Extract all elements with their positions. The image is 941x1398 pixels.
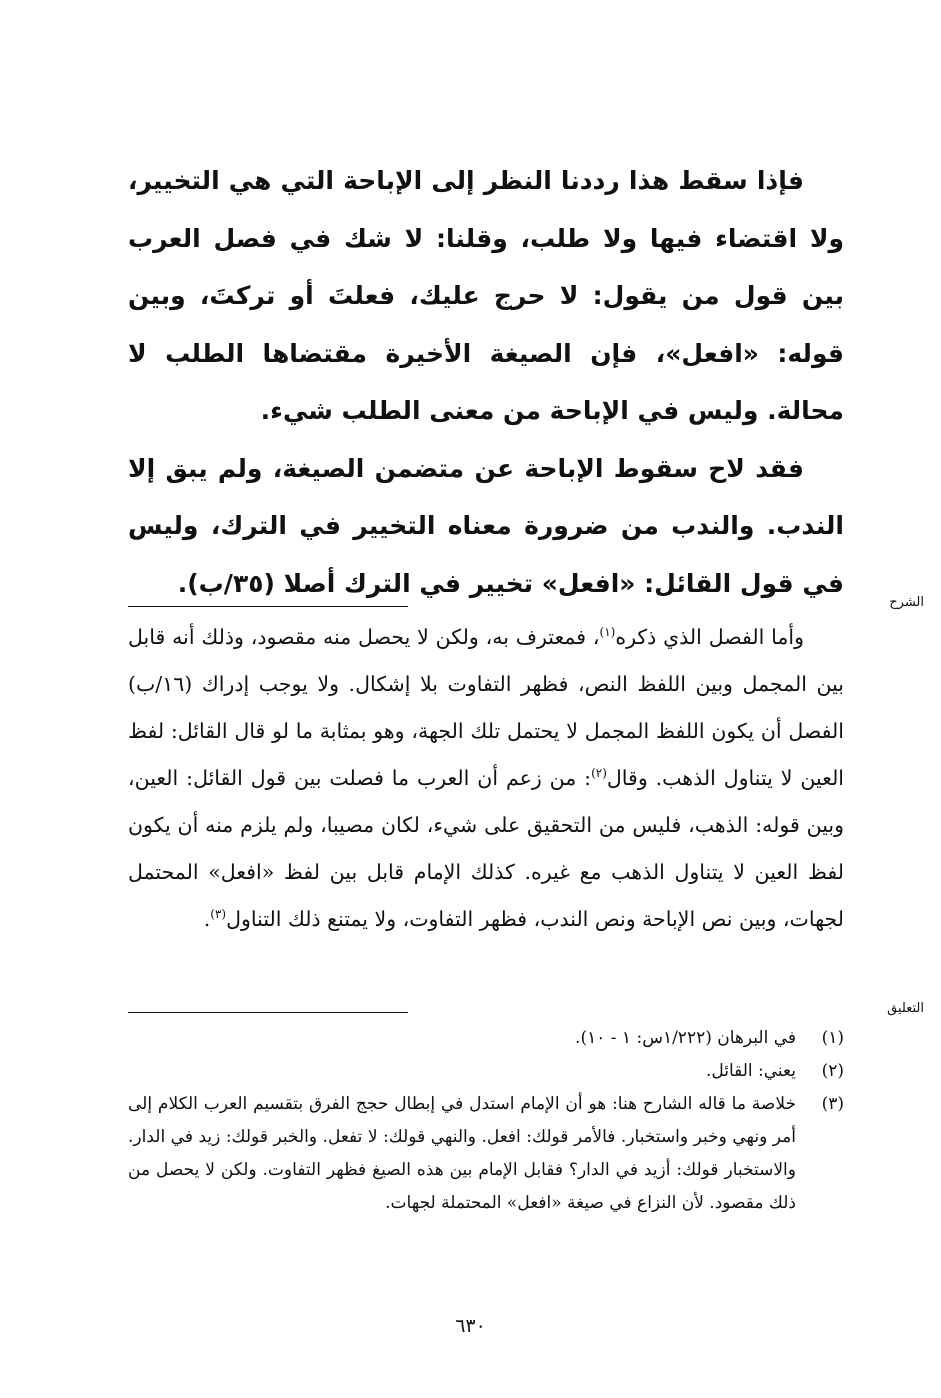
sharh-label: الشرح [889, 595, 924, 610]
commentary-segment: . [203, 907, 211, 931]
commentary-segment: ، فمعترف به، ولكن لا يحصل منه مقصود، وذلك أنه قابل بين المجمل وبين اللفظ النص، فظهر التفاوت بلا إشكال. ولا يوجب إدراك (١٦/ب) الفصل أن يكون اللفظ المجمل لا يحتمل تلك الجهة، وهو بمثابة ما لو قال القائل: لفظ العين لا يتناول الذهب. وقال [128, 625, 845, 790]
footnote-marker-3: (٣) [210, 907, 227, 922]
commentary-segment: : من زعم أن العرب ما فصلت بين قول القائل: العين، وبين قوله: الذهب، فليس من التحقيق على شيء، لكان مصيبا، ولم يلزم منه أن يكون لفظ العين لا يتناول الذهب مع غيره. كذلك الإمام قابل بين لفظ «افعل» المحتمل لجهات، وبين نص الإباحة ونص الندب، فظهر التفاوت، ولا يمتنع ذلك التناول [128, 766, 844, 931]
footnote-text: في البرهان (١/٢٢٢س: ١ - ١٠). [575, 1028, 796, 1048]
footnote-marker-1: (١) [599, 625, 616, 640]
footnote-item [128, 1055, 844, 1088]
footnote-marker-2: (٢) [591, 766, 607, 781]
footnote-number: (١) [821, 1028, 844, 1048]
page-number: ٦٣٠ [455, 1315, 486, 1337]
main-paragraph-1: فإذا سقط هذا رددنا النظر إلى الإباحة التي هي التخيير، ولا اقتضاء فيها ولا طلب، وقلنا: لا شك في فصل العرب بين قول من يقول: لا حرج عليك، فعلتَ أو تركتَ، وبين قوله: «افعل»، فإن الصيغة الأخيرة مقتضاها الطلب لا محالة. وليس في الإباحة من معنى الطلب شيء. [128, 166, 844, 425]
footnote-item [128, 1022, 844, 1055]
main-text [128, 152, 844, 612]
taliq-label: التعليق [887, 1001, 924, 1016]
footnote-number: (٢) [821, 1061, 844, 1081]
commentary-text [128, 614, 844, 943]
sharh-separator [128, 592, 924, 610]
taliq-rule [128, 1012, 408, 1013]
footnote-number: (٣) [821, 1094, 844, 1114]
footnote-item [128, 1088, 844, 1220]
footnote-text: يعني: القائل. [705, 1061, 796, 1081]
taliq-separator [128, 998, 924, 1016]
footnotes [128, 1022, 844, 1220]
main-paragraph-2: فقد لاح سقوط الإباحة عن متضمن الصيغة، ولم يبق إلا الندب. والندب من ضرورة معناه التخيير في الترك، وليس في قول القائل: «افعل» تخيير في الترك أصلا (٣٥/ب). [128, 453, 844, 598]
footnote-text: خلاصة ما قاله الشارح هنا: هو أن الإمام استدل في إبطال حجج الفرق بتقسيم العرب الكلام إلى أمر ونهي وخبر واستخبار. فالأمر قولك: افعل. والنهي قولك: لا تفعل. والخبر قولك: زيد في الدار. والاستخبار قولك: أزيد في الدار؟ فقابل الإمام بين هذه الصيغ فظهر التفاوت. ولكن لا يحصل من ذلك مقصود. لأن النزاع في صيغة «افعل» المحتملة لجهات. [128, 1094, 796, 1213]
sharh-rule [128, 606, 408, 607]
commentary-paragraph [128, 614, 844, 943]
commentary-segment: وأما الفصل الذي ذكره [615, 625, 804, 649]
